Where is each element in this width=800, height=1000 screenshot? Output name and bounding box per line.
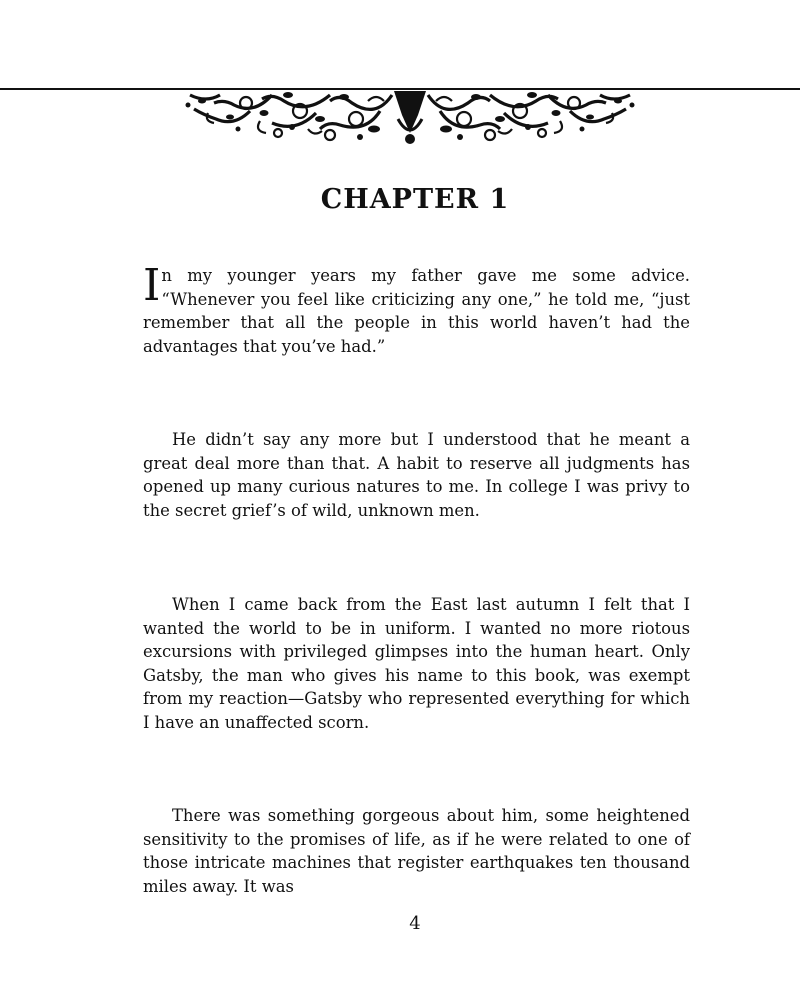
chapter-title: CHAPTER 1	[320, 184, 510, 215]
paragraph-3: When I came back from the East last autumn I felt that I wanted the world to be in uniform. I wanted no more riotous excursions with privileged glimpses into the human heart. Only Gatsby, the man who gives his name to this book, was exempt from my reaction—Gatsby who represented everything for which I have an unaffected scorn.	[143, 595, 690, 732]
page-number: 4	[409, 913, 421, 934]
flourish-ornament-icon	[180, 89, 640, 147]
paragraph-1-text: n my younger years my father gave me some advice. “Whenever you feel like criticizing any one,” he told me, “just remember that all the people in this world haven’t had the advantages that you’ve had.”	[143, 266, 690, 356]
drop-cap: I	[143, 260, 161, 311]
paragraph-1	[143, 260, 690, 358]
paragraph-4: There was something gorgeous about him, some heightened sensitivity to the promises of life, as if he were related to one of those intricate machines that register earthquakes ten thousand miles away. It was	[143, 806, 690, 896]
paragraph-2: He didn’t say any more but I understood that he meant a great deal more than that. A habit to reserve all judgments has opened up many curious natures to me. In college I was privy to the secret grief’s of wild, unknown men.	[143, 430, 690, 520]
